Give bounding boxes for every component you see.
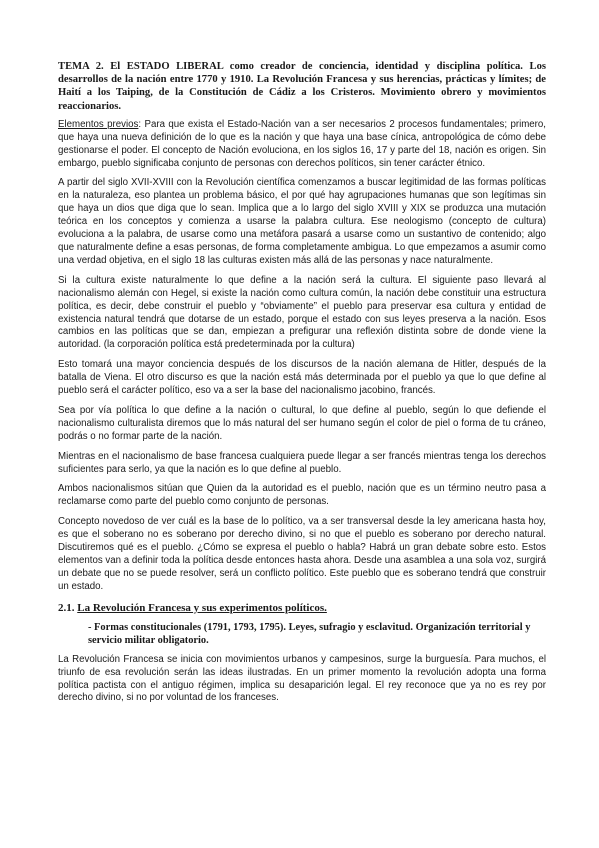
paragraph: Ambos nacionalismos sitúan que Quien da la autoridad es el pueblo, nación que es un término neutro pasa a reclamarse como parte del pueblo como conjunto de personas. [58, 483, 546, 508]
document-title: TEMA 2. El ESTADO LIBERAL como creador de conciencia, identidad y disciplina política. Los desarrollos de la nación entre 1770 y 1910. La Revolución Francesa y sus herencias, prácticas y límites; de Haití a los Taiping, de la Constitución de Cádiz a los Cristeros. Movimiento obrero y movimientos reaccionarios. [58, 61, 546, 112]
document-body [58, 60, 546, 712]
paragraph: Concepto novedoso de ver cuál es la base de lo político, va a ser transversal desde la ley americana hasta hoy, es que el soberano no es soberano por derecho divino, si no que el pueblo es soberano por derecho natural. Discutiremos qué es el pueblo. ¿Cómo se expresa el pueblo o habla? Habrá un gran debate sobre esto. Estos elementos van a definir toda la política desde entonces hasta ahora. Desde una asamblea a una sola voz, surgirá un debate que no se puede resolver, será un conflicto político. Este pueblo que es soberano tendrá que construir un estado. [58, 516, 546, 592]
paragraph: A partir del siglo XVII-XVIII con la Revolución científica comenzamos a buscar legitimidad de las formas políticas en la naturaleza, eso plantea un problema básico, el por qué hay agrupaciones humanas que son legítimas sin que haya un dios que diga que lo sean. Implica que a lo largo del siglo XVIII y XIX se produzca una mutación teórica en los conceptos y comienza a usarse la palabra cultura. Ese neologismo (concepto de cultura) evoluciona a la palabra, de usarse como una metáfora pasará a usarse como un sustantivo de contenido; algo que naturalmente define a esas personas, de forma completamente ambigua. Lo que empezamos a asumir como una verdad objetiva, en el siglo 18 las culturas existen más allá de las personas y nace naturalmente. [58, 177, 546, 266]
section-heading [58, 601, 546, 615]
subsection-heading: - Formas constitucionales (1791, 1793, 1795). Leyes, sufragio y esclavitud. Organización territorial y servicio militar obligatorio. [88, 621, 531, 646]
paragraph: Esto tomará una mayor conciencia después de los discursos de la nación alemana de Hitler, después de la batalla de Viena. El otro discurso es que la nación está más determinada por el pueblo ya que lo que define al pueblo será el carácter político, eso va a ser la base del nacionalismo jacobino, francés. [58, 359, 546, 397]
section-number: 2.1. [58, 601, 75, 614]
intro-lead: Elementos previos [58, 118, 139, 130]
section-title: La Revolución Francesa y sus experimentos políticos. [77, 601, 327, 614]
intro-paragraph [58, 119, 546, 171]
closing-paragraph: La Revolución Francesa se inicia con movimientos urbanos y campesinos, surge la burguesía. Para muchos, el triunfo de esa revolución serán las ideas ilustradas. En un primer momento la revolución adopta una forma política pactista con el antiguo régimen, implica su desaparición legal. El rey reconoce que ya no es rey por derecho divino, si no por voluntad de los franceses. [58, 653, 546, 704]
paragraph: Sea por vía política lo que define a la nación o cultural, lo que define al pueblo, según lo que defiende el nacionalismo culturalista diremos que lo más natural del ser humano según el color de piel o forma de tu cráneo, podrás o no formar parte de la nación. [58, 404, 546, 442]
intro-text: : Para que exista el Estado-Nación van a ser necesarios 2 procesos fundamentales; primero, que haya una nueva definición de lo que es la nación y que haya una base cínica, antropológica de cómo debe gestionarse el poder. El concepto de Nación evoluciona, en los siglos 16, 17 y parte del 18, nación es origen. Sin embargo, pueblo significaba conjunto de personas con derechos políticos, sin tener carácter étnico. [58, 118, 546, 169]
paragraph: Mientras en el nacionalismo de base francesa cualquiera puede llegar a ser francés mientras tenga los derechos suficientes para serlo, ya que la nación es lo que define al pueblo. [58, 450, 546, 475]
paragraph: Si la cultura existe naturalmente lo que define a la nación será la cultura. El siguiente paso llevará al nacionalismo alemán con Hegel, si existe la nación como cultura común, la nación debe constituir una estructura política, es decir, debe construir el pueblo y “obviamente” el pueblo para preservar esa cultura y entidad de existencia natural tendrá que dotarse de un estado, porque el estado con sus leyes preserva a la nación. Esos cambios en las políticas que se dan, empiezan a prefigurar una reflexión distinta sobre de donde viene la autoridad. (la corporación política está predeterminada por la cultura) [58, 274, 546, 351]
